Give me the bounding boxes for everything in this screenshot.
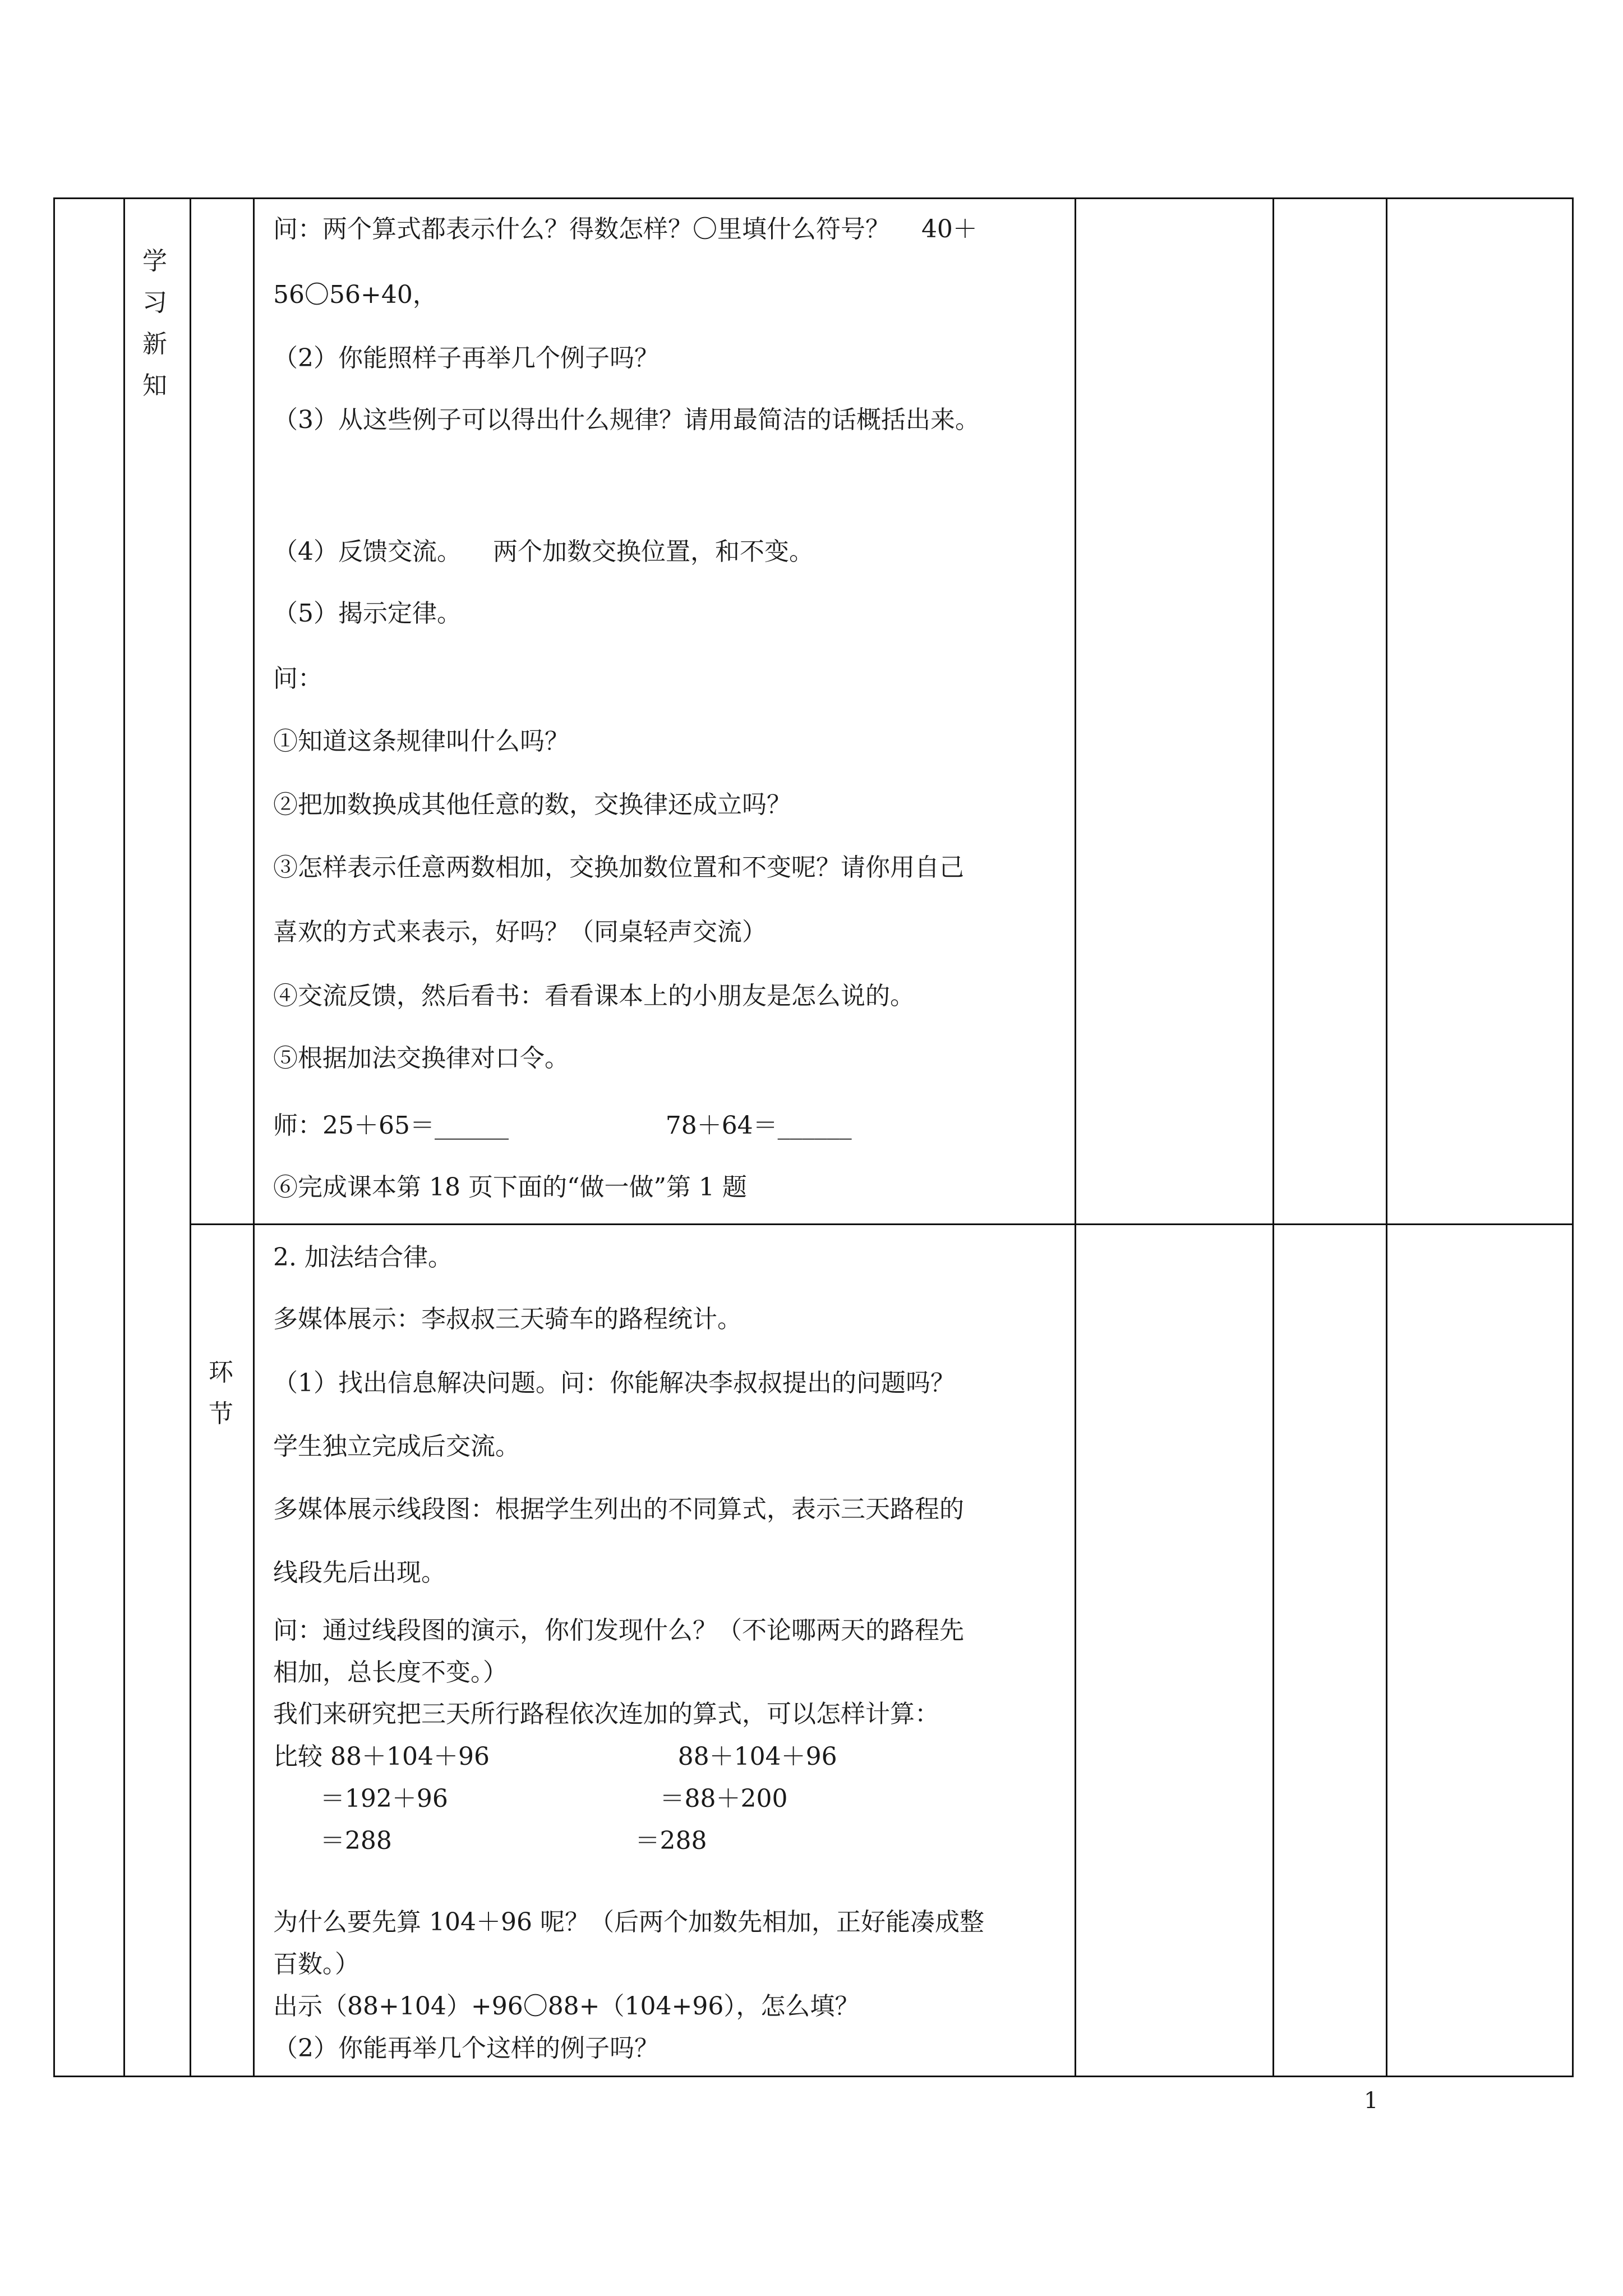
text-line: ⑥完成课本第 18 页下面的“做一做”第 1 题 [273, 1173, 747, 1202]
text-line: （4）反馈交流。 两个加数交换位置，和不变。 [273, 537, 814, 566]
text-line: ＝192＋96 ＝88＋200 [273, 1784, 788, 1813]
sub-label [209, 1360, 233, 1443]
text-line: 多媒体展示：李叔叔三天骑车的路程统计。 [273, 1305, 742, 1333]
section-label-char: 习 [142, 288, 167, 317]
sub-label-char: 节 [209, 1400, 233, 1428]
table-top-border [53, 197, 1574, 199]
text-line: 2. 加法结合律。 [273, 1243, 453, 1272]
sub-label-char: 环 [209, 1358, 233, 1387]
table-bottom-border [53, 2076, 1574, 2077]
text-line: ＝288 ＝288 [273, 1826, 707, 1855]
text-line: （2）你能再举几个这样的例子吗？ [273, 2034, 659, 2063]
text-line: 为什么要先算 104＋96 呢？（后两个加数先相加，正好能凑成整 [273, 1908, 984, 1936]
col-border-3 [190, 197, 191, 2077]
text-line: ⑤根据加法交换律对口令。 [273, 1044, 569, 1073]
section-label-char: 知 [142, 371, 167, 400]
col-border-7 [1386, 197, 1387, 2077]
text-line: 多媒体展示线段图：根据学生列出的不同算式，表示三天路程的 [273, 1495, 964, 1524]
col-border-5 [1075, 197, 1076, 2077]
section-label-char: 新 [142, 330, 167, 358]
text-line: 百数。） [273, 1950, 359, 1978]
text-line: 问：两个算式都表示什么？得数怎样？〇里填什么符号？ 40＋ [273, 215, 978, 243]
text-line: 线段先后出现。 [273, 1558, 446, 1587]
text-line: ④交流反馈，然后看书：看看课本上的小朋友是怎么说的。 [273, 982, 915, 1010]
text-line: 我们来研究把三天所行路程依次连加的算式，可以怎样计算： [273, 1700, 939, 1728]
text-line: 56〇56+40， [273, 280, 437, 309]
col-border-6 [1272, 197, 1274, 2077]
col-border-8 [1572, 197, 1574, 2077]
text-line: （1）找出信息解决问题。问：你能解决李叔叔提出的问题吗？ [273, 1369, 955, 1397]
text-line: （5）揭示定律。 [273, 599, 462, 628]
row-divider [190, 1223, 1574, 1225]
text-line: 学生独立完成后交流。 [273, 1432, 520, 1461]
text-line: 师：25＋65＝______ 78＋64＝______ [273, 1111, 852, 1140]
text-line: ③怎样表示任意两数相加，交换加数位置和不变呢？请你用自己 [273, 853, 964, 882]
text-line: ①知道这条规律叫什么吗？ [273, 727, 569, 756]
text-line: （2）你能照样子再举几个例子吗？ [273, 344, 659, 372]
section-label-char: 学 [142, 247, 167, 275]
section-label [142, 249, 167, 415]
text-line: 问：通过线段图的演示，你们发现什么？（不论哪两天的路程先 [273, 1616, 964, 1645]
text-line: 问： [273, 664, 322, 693]
text-line: （3）从这些例子可以得出什么规律？请用最简洁的话概括出来。 [273, 406, 980, 434]
col-border-4 [253, 197, 255, 2077]
page-number: 1 [1364, 2088, 1378, 2114]
text-line: 相加，总长度不变。） [273, 1658, 508, 1687]
col-border-2 [123, 197, 125, 2077]
text-line: ②把加数换成其他任意的数，交换律还成立吗？ [273, 790, 791, 819]
text-line: 比较 88＋104＋96 88＋104＋96 [273, 1742, 837, 1771]
col-border-1 [53, 197, 55, 2077]
text-line: 喜欢的方式来表示，好吗？（同桌轻声交流） [273, 918, 767, 946]
text-line: 出示（88+104）+96〇88+（104+96），怎么填？ [273, 1992, 860, 2021]
